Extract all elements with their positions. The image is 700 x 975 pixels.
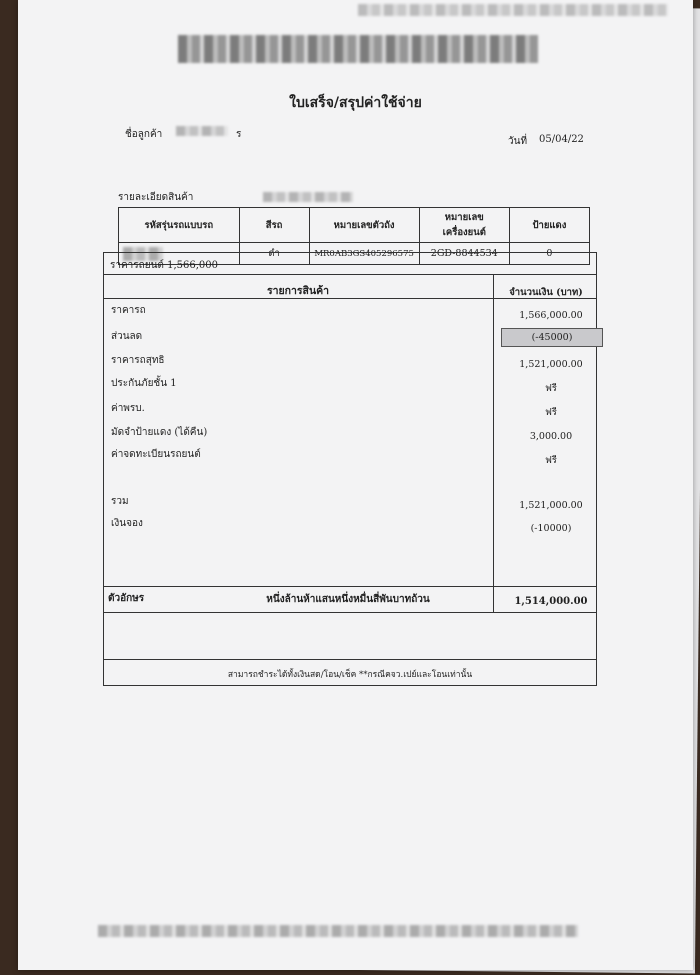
col-engine: หมายเลขเครื่องยนต์ (419, 208, 509, 243)
item-label: ส่วนลด (111, 331, 143, 342)
item-label: รวม (111, 496, 129, 507)
header-amount: จำนวนเงิน (บาท) (509, 287, 583, 298)
redacted-customer-name (176, 126, 228, 136)
cell-color: ดำ (239, 243, 309, 265)
item-amount: 1,521,000.00 (519, 359, 583, 370)
item-amount: ฟรี (545, 455, 557, 466)
item-amount: 1,521,000.00 (519, 500, 583, 511)
customer-label: ชื่อลูกค้า (125, 129, 163, 140)
col-color: สีรถ (239, 208, 309, 243)
date-value: 05/04/22 (539, 134, 584, 145)
cell-red-plate: 0 (509, 243, 589, 265)
customer-suffix: ร (236, 129, 242, 140)
item-amount: ฟรี (545, 383, 557, 394)
footer-note: สามารถชำระได้ทั้งเงินสด/โอน/เช็ค **กรณีคจว.เปย์และโอนเท่านั้น (227, 670, 473, 680)
words-value: หนึ่งล้านห้าแสนหนึ่งหมื่นสี่พันบาทถ้วน (266, 594, 430, 605)
receipt-page (18, 0, 693, 970)
redacted-product-name (263, 192, 353, 202)
redacted-bottom-strip (98, 925, 578, 937)
item-amount: ฟรี (545, 407, 557, 418)
item-label: ราคารถ (111, 305, 146, 316)
price-line: ราคารถยนต์ 1,566,000 (110, 260, 218, 271)
grand-total: 1,514,000.00 (514, 596, 588, 607)
date-label: วันที่ (508, 136, 528, 147)
item-label: เงินจอง (111, 518, 143, 529)
words-label: ตัวอักษร (108, 593, 145, 604)
item-amount: (-45000) (501, 328, 603, 347)
header-item: รายการสินค้า (266, 285, 330, 297)
page-title: ใบเสร็จ/สรุปค่าใช้จ่าย (289, 95, 422, 111)
cell-chassis: MR0AB3GS405296575 (309, 243, 419, 265)
col-model-code: รหัสรุ่นรถแบบรถ (119, 208, 240, 243)
item-label: มัดจำป้ายแดง (ได้คืน) (111, 427, 208, 438)
item-label: ประกันภัยชั้น 1 (111, 378, 177, 389)
item-label: ราคารถสุทธิ (111, 355, 165, 366)
col-chassis: หมายเลขตัวถัง (309, 208, 419, 243)
redacted-top-strip (358, 4, 668, 16)
cell-engine: 2GD-8844534 (419, 243, 509, 265)
col-red-plate: ป้ายแดง (509, 208, 589, 243)
item-amount: 3,000.00 (529, 431, 573, 442)
details-label: รายละเอียดสินค้า (118, 192, 194, 203)
item-amount: 1,566,000.00 (519, 310, 583, 321)
item-amount: (-10000) (530, 523, 572, 534)
item-label: ค่าจดทะเบียนรถยนต์ (111, 449, 201, 460)
item-label: ค่าพรบ. (111, 403, 145, 414)
redacted-company-name (178, 35, 538, 63)
